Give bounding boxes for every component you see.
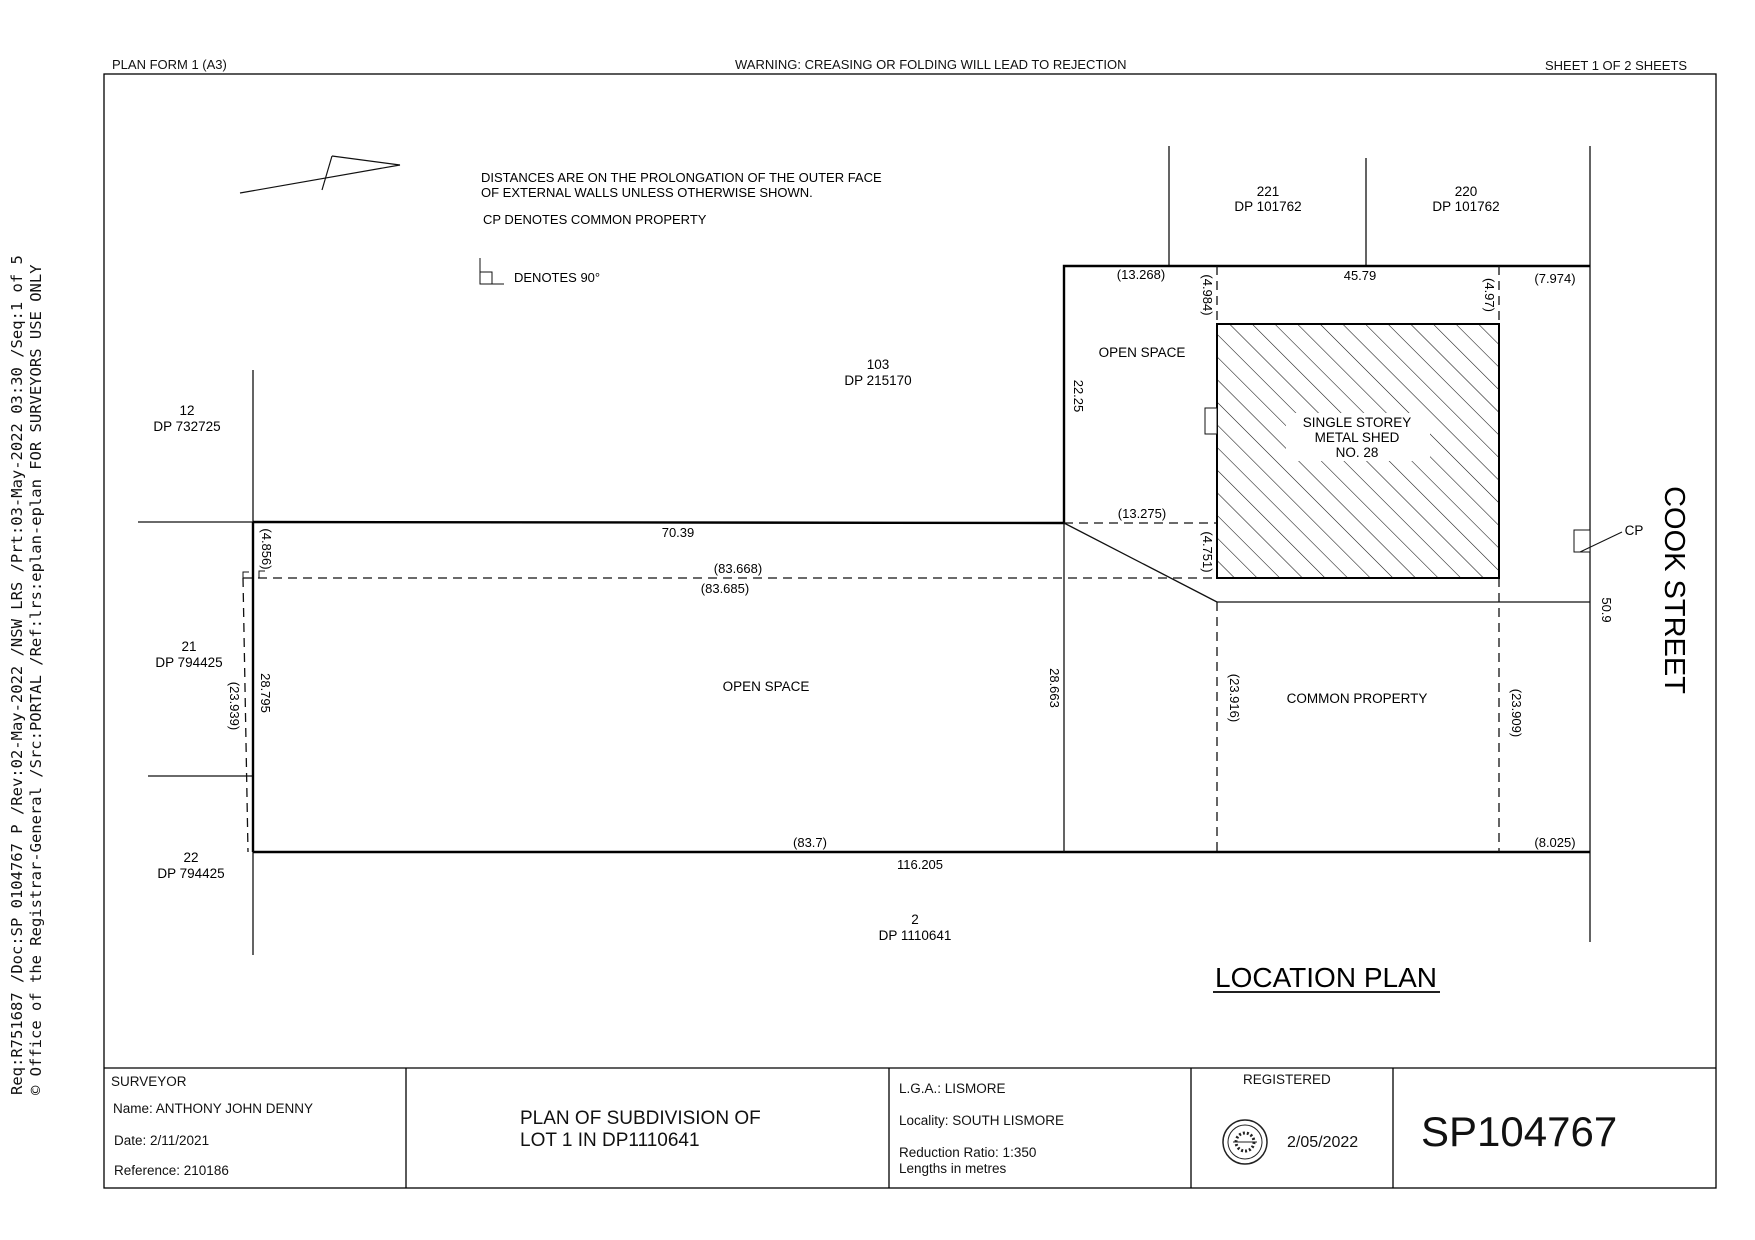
dim-28-795: 28.795: [258, 673, 273, 713]
registered-date: 2/05/2022: [1287, 1134, 1359, 1151]
locality: Locality: SOUTH LISMORE: [899, 1113, 1065, 1128]
lot-2-dp: DP 1110641: [878, 928, 952, 943]
lga: L.G.A.: LISMORE: [899, 1081, 1006, 1096]
corner-mark-2: [259, 571, 265, 578]
registry-line-1: Req:R751687 /Doc:SP 0104767 P /Rev:02-May-2022 /NSW LRS /Prt:03-May-2022 03:30 /Seq:1 of 5: [8, 255, 26, 1095]
dim-83-668: (83.668): [713, 561, 763, 576]
open-space-upper: OPEN SPACE: [1098, 345, 1186, 360]
lot-221-number: 221: [1256, 184, 1280, 199]
dim-7-974: (7.974): [1534, 271, 1576, 286]
lot-22-number: 22: [183, 850, 199, 865]
dim-83-7: (83.7): [793, 835, 827, 850]
dim-8-025: (8.025): [1534, 835, 1576, 850]
dim-22-25: 22.25: [1071, 379, 1086, 413]
corner-mark: [243, 572, 249, 578]
survey-date: Date: 2/11/2021: [114, 1133, 210, 1148]
lot-103-dp: DP 215170: [844, 373, 912, 388]
lot-221-dp: DP 101762: [1234, 199, 1302, 214]
right-angle-icon: [480, 258, 504, 284]
lot-2-number: 2: [911, 912, 919, 927]
north-arrow-icon: [240, 156, 400, 193]
dim-4-984: (4.984): [1200, 274, 1215, 316]
plan-of-line-2: LOT 1 IN DP1110641: [520, 1130, 700, 1151]
surveyor-heading: SURVEYOR: [111, 1074, 187, 1089]
surveyor-name: Name: ANTHONY JOHN DENNY: [113, 1101, 314, 1116]
shed-label: [1286, 413, 1430, 461]
dim-4-97: (4.97): [1482, 278, 1497, 312]
lot-220-number: 220: [1454, 184, 1478, 199]
lot-22-dp: DP 794425: [157, 866, 225, 881]
sheet-count: SHEET 1 OF 2 SHEETS: [1545, 58, 1688, 73]
dim-116-205: 116.205: [896, 857, 944, 872]
dim-13-275: (13.275): [1117, 506, 1167, 521]
plan-number: SP104767: [1421, 1108, 1618, 1155]
dim-13-268: (13.268): [1116, 267, 1166, 282]
lot-12-dp: DP 732725: [153, 419, 221, 434]
reduction-ratio: Reduction Ratio: 1:350: [899, 1145, 1037, 1160]
shed-door-tick: [1205, 408, 1217, 434]
dim-83-685: (83.685): [700, 581, 750, 596]
lot-21-number: 21: [181, 639, 197, 654]
registrar-seal-icon: [1223, 1120, 1267, 1164]
plan-of-line-1: PLAN OF SUBDIVISION OF: [520, 1108, 761, 1129]
dim-70-39: 70.39: [661, 525, 695, 540]
dim-23-939: (23.939): [227, 681, 242, 731]
note-distances-1: DISTANCES ARE ON THE PROLONGATION OF THE OUTER FACE: [481, 170, 882, 185]
registry-line-2: © Office of the Registrar-General /Src:PORTAL /Ref:lrs:eplan-eplan FOR SURVEYORS USE ONLY: [27, 264, 45, 1095]
shed-label-1: SINGLE STOREY: [1302, 415, 1412, 430]
shed-label-2: METAL SHED: [1314, 430, 1400, 445]
sheet-frame: [104, 74, 1716, 1188]
dim-4-856: (4.856): [259, 528, 274, 570]
note-cp: CP DENOTES COMMON PROPERTY: [483, 212, 707, 227]
dim-50-9: 50.9: [1599, 597, 1614, 623]
registered-heading: REGISTERED: [1243, 1072, 1331, 1087]
note-distances-2: OF EXTERNAL WALLS UNLESS OTHERWISE SHOWN.: [481, 185, 813, 200]
dim-4-751: (4.751): [1200, 531, 1215, 573]
lot-103-number: 103: [866, 357, 890, 372]
cp-marker-label: CP: [1624, 523, 1644, 538]
dim-23-909: (23.909): [1509, 688, 1524, 738]
plan-form-label: PLAN FORM 1 (A3): [112, 57, 227, 72]
area-labels: [723, 345, 1644, 706]
common-property-label: COMMON PROPERTY: [1286, 691, 1428, 706]
dim-28-663: 28.663: [1047, 668, 1062, 708]
lot-12-number: 12: [179, 403, 195, 418]
dim-45-79: 45.79: [1343, 268, 1377, 283]
dim-23-916: (23.916): [1227, 673, 1242, 723]
folding-warning: WARNING: CREASING OR FOLDING WILL LEAD TO REJECTION: [735, 57, 1127, 72]
open-space-lower: OPEN SPACE: [722, 679, 810, 694]
street-name: COOK STREET: [1658, 486, 1690, 694]
note-right-angle: DENOTES 90°: [514, 270, 601, 285]
length-units: Lengths in metres: [899, 1161, 1007, 1176]
survey-reference: Reference: 210186: [114, 1163, 229, 1178]
lot-220-dp: DP 101762: [1432, 199, 1500, 214]
location-plan-title: LOCATION PLAN: [1215, 962, 1437, 993]
lot-21-dp: DP 794425: [155, 655, 223, 670]
shed-label-3: NO. 28: [1335, 445, 1379, 460]
